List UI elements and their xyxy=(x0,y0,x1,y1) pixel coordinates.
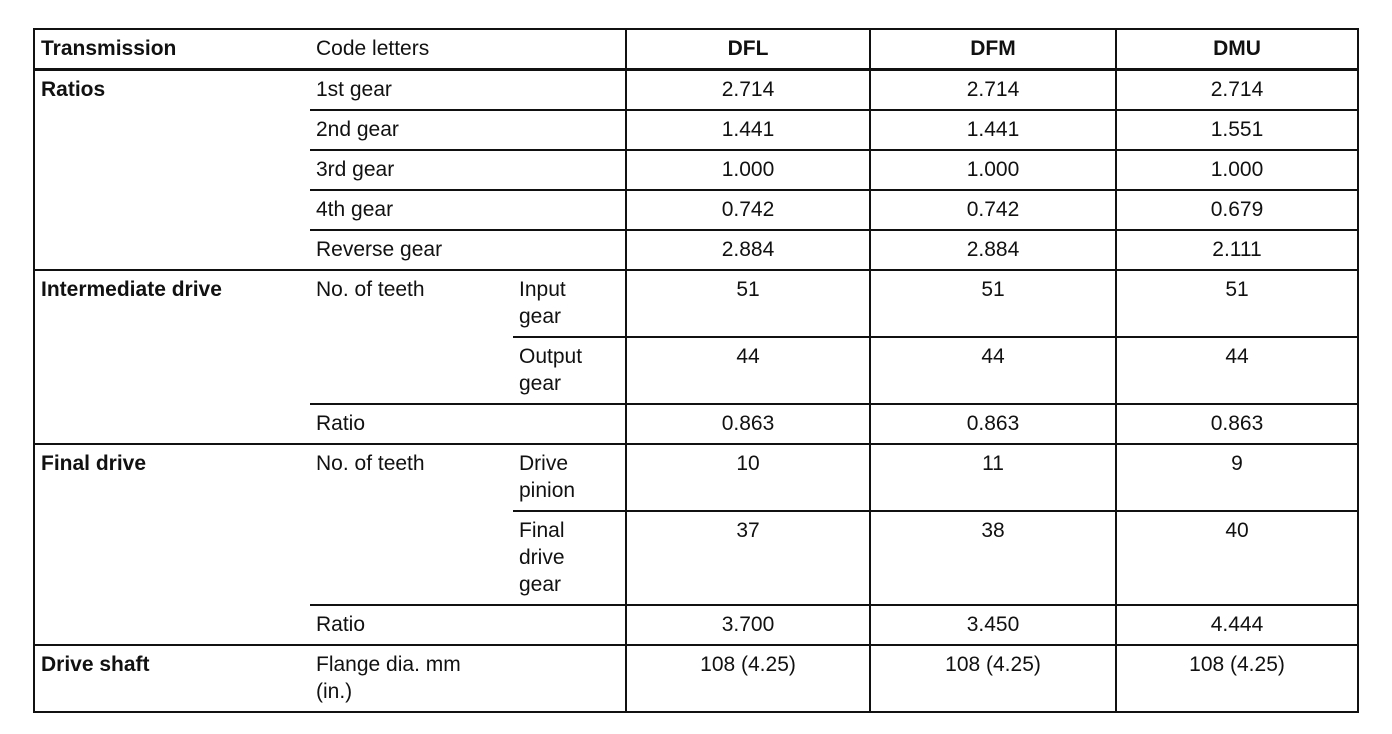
teeth-label: No. of teeth xyxy=(310,444,513,605)
code-letters-header: Code letters xyxy=(310,29,626,70)
drive-shaft-row xyxy=(34,645,1358,712)
value-dfl: 2.884 xyxy=(626,230,870,270)
value-dfm: 0.863 xyxy=(870,404,1116,444)
transmission-spec-table xyxy=(33,28,1359,713)
value-dmu: 51 xyxy=(1116,270,1358,337)
value-dmu: 44 xyxy=(1116,337,1358,404)
value-dfm: 44 xyxy=(870,337,1116,404)
value-dmu: 40 xyxy=(1116,511,1358,605)
value-dfl: 1.000 xyxy=(626,150,870,190)
value-dfm: 2.884 xyxy=(870,230,1116,270)
intermediate-group-label: Intermediate drive xyxy=(34,270,310,444)
code-dmu-header: DMU xyxy=(1116,29,1358,70)
value-dfm: 38 xyxy=(870,511,1116,605)
value-dmu: 2.111 xyxy=(1116,230,1358,270)
value-dfm: 11 xyxy=(870,444,1116,511)
final-pinion-row xyxy=(34,444,1358,511)
value-dfm: 2.714 xyxy=(870,70,1116,111)
row-label: 4th gear xyxy=(310,190,626,230)
value-dfl: 0.863 xyxy=(626,404,870,444)
value-dfm: 1.441 xyxy=(870,110,1116,150)
value-dfl: 0.742 xyxy=(626,190,870,230)
sub-label: Input gear xyxy=(513,270,626,337)
code-dfm-header: DFM xyxy=(870,29,1116,70)
transmission-header: Transmission xyxy=(34,29,310,70)
value-dmu: 0.679 xyxy=(1116,190,1358,230)
row-label: Reverse gear xyxy=(310,230,626,270)
value-dfm: 0.742 xyxy=(870,190,1116,230)
value-dfl: 10 xyxy=(626,444,870,511)
value-dmu: 9 xyxy=(1116,444,1358,511)
ratios-group-label: Ratios xyxy=(34,70,310,271)
code-dfl-header: DFL xyxy=(626,29,870,70)
value-dfl: 2.714 xyxy=(626,70,870,111)
value-dmu: 1.551 xyxy=(1116,110,1358,150)
value-dfl: 1.441 xyxy=(626,110,870,150)
sub-label: Output gear xyxy=(513,337,626,404)
value-dfl: 108 (4.25) xyxy=(626,645,870,712)
value-dfl: 3.700 xyxy=(626,605,870,645)
value-dfm: 51 xyxy=(870,270,1116,337)
value-dmu: 4.444 xyxy=(1116,605,1358,645)
sub-label: Drive pinion xyxy=(513,444,626,511)
sub-label: Final drive gear xyxy=(513,511,626,605)
value-dfl: 37 xyxy=(626,511,870,605)
value-dmu: 108 (4.25) xyxy=(1116,645,1358,712)
final-group-label: Final drive xyxy=(34,444,310,645)
row-label: Ratio xyxy=(310,605,626,645)
intermediate-input-row xyxy=(34,270,1358,337)
value-dfm: 108 (4.25) xyxy=(870,645,1116,712)
row-label: Ratio xyxy=(310,404,626,444)
value-dmu: 2.714 xyxy=(1116,70,1358,111)
row-label: 2nd gear xyxy=(310,110,626,150)
ratio-row-1st xyxy=(34,70,1358,111)
row-label: 1st gear xyxy=(310,70,626,111)
value-dfl: 51 xyxy=(626,270,870,337)
flange-label: Flange dia. mm (in.) xyxy=(310,645,626,712)
value-dmu: 0.863 xyxy=(1116,404,1358,444)
value-dfl: 44 xyxy=(626,337,870,404)
row-label: 3rd gear xyxy=(310,150,626,190)
teeth-label: No. of teeth xyxy=(310,270,513,404)
value-dfm: 3.450 xyxy=(870,605,1116,645)
value-dmu: 1.000 xyxy=(1116,150,1358,190)
value-dfm: 1.000 xyxy=(870,150,1116,190)
header-row xyxy=(34,29,1358,70)
drive-shaft-label: Drive shaft xyxy=(34,645,310,712)
